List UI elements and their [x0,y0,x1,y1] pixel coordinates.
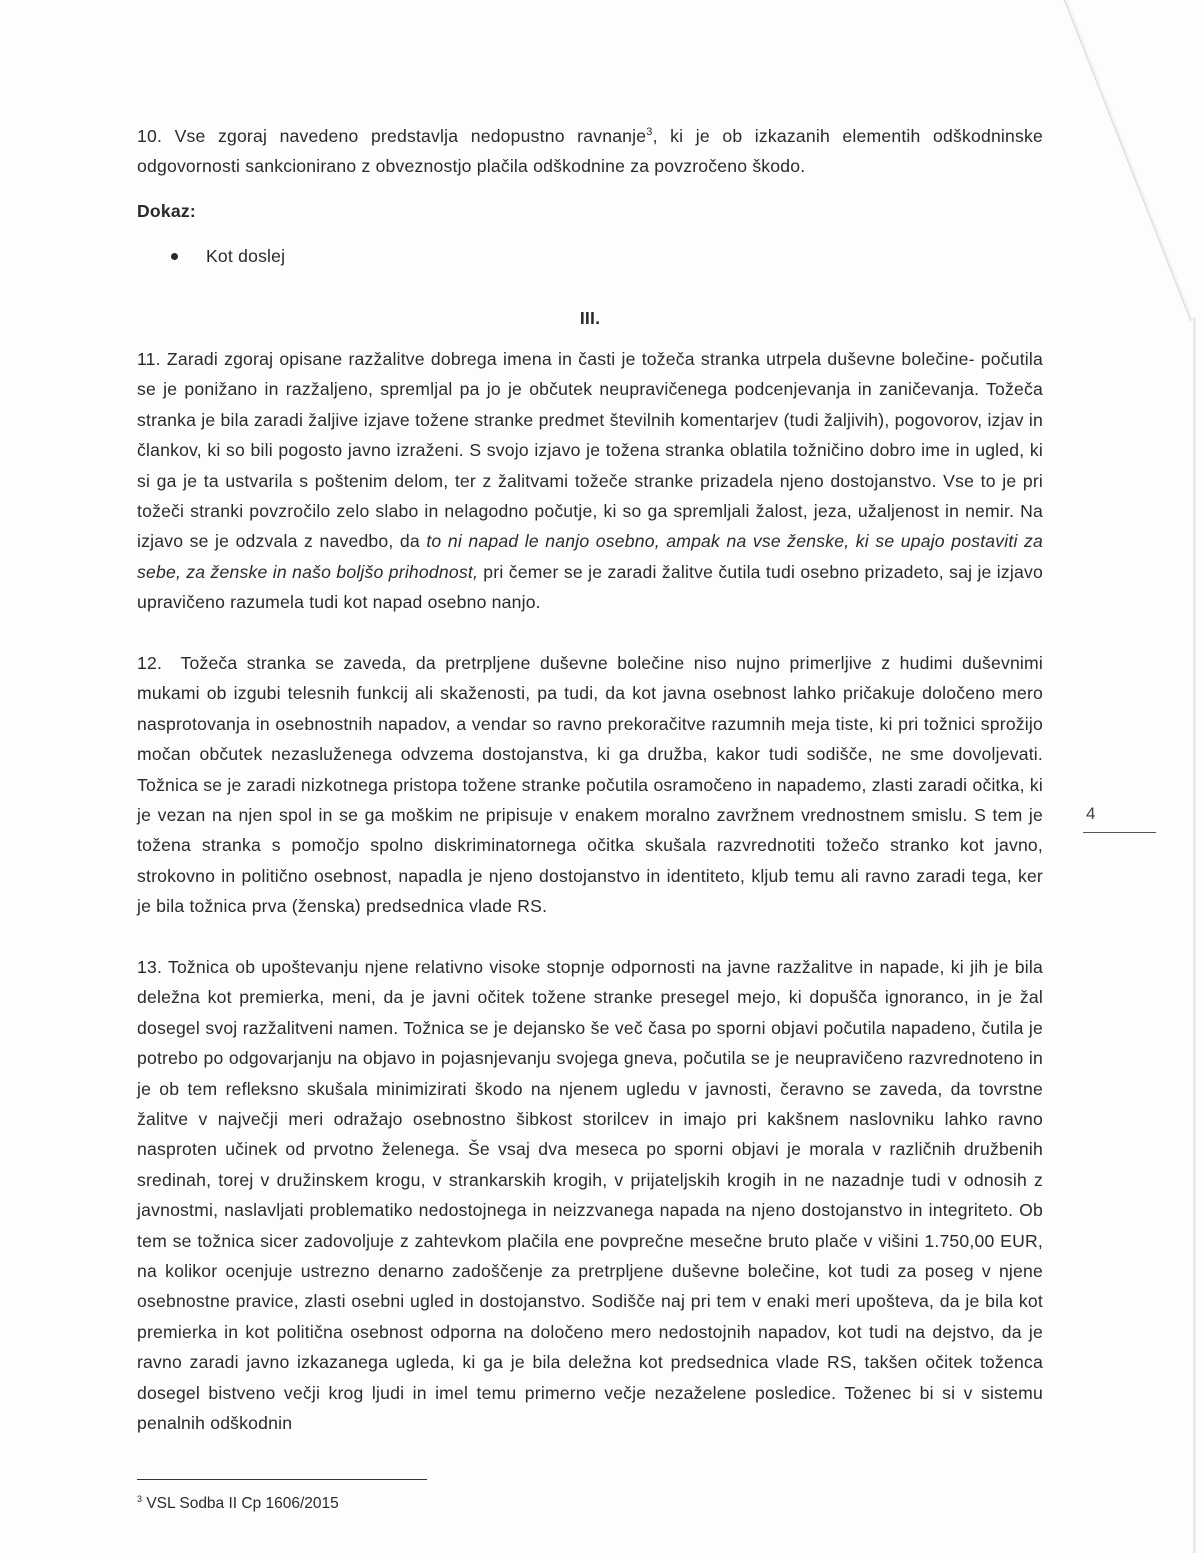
paragraph-number: 13. [137,957,163,977]
evidence-list-item [171,241,285,271]
bullet-icon [171,253,178,260]
footnote-reference[interactable]: 3 [646,126,653,139]
footnote-marker: 3 [137,1494,143,1504]
paragraph-11 [137,344,1043,618]
paragraph-text: Tožnica ob upoštevanju njene relativno visoke stopnje odpornosti na javne razžalitve in napade, ki jih je bila deležna kot premierka, meni, da je javni očitek tožene stranke presegel mejo, ki dopušča ignoranco, in je žal dosegel svoj razžalitveni namen. Tožnica se je dejansko še več časa po sporni objavi počutila napadeno, čutila je potrebo po odgovarjanju na objavo in pojasnjevanju svojega gneva, počutila se je neupravičeno razvrednoteno in je ob tem refleksno skušala minimizirati škodo na njenem ugledu v javnosti, čeravno se zaveda, da tovrstne žalitve v največji meri odražajo osebnostno šibkost storilcev in imajo pri kakšnem naslovniku lahko ravno nasproten učinek od prvotno želenega. Še vsaj dva meseca po sporni objavi je morala v različnih družbenih sredinah, torej v družinskem krogu, v strankarskih krogih, v prijateljskih krogih in ne nazadnje tudi v odnosih z javnostmi, naslavljati problematiko nedostojnega in neizzvanega napada na njeno dostojanstvo in integriteto. Ob tem se tožnica sicer zadovoljuje z zahtevkom plačila ene povprečne mesečne bruto plače v višini 1.750,00 EUR, na kolikor ocenjuje ustrezno denarno zadoščenje za pretrpljene duševne bolečine, kot tudi za poseg v njene osebnostne pravice, zlasti osebni ugled in dostojanstvo. Sodišče naj pri tem v enaki meri upošteva, da je bila kot premierka in kot politična osebnost odporna na določeno mero nedostojnih napadov, kot tudi na dejstvo, da je ravno zaradi javno izkazanega ugleda, ki ga je bila deležna kot predsednica vlade RS, takšen očitek toženca dosegel bistveno večji krog ljudi in imel temu primerno večje nezaželene posledice. Toženec bi si v sistemu penalnih odškodnin [137,957,1043,1434]
paragraph-text: , ki je ob izkazanih elementih odškodninske odgovornosti sankcionirano z obveznostjo plačila odškodnine za povzročeno škodo. [137,126,1044,177]
footnote-separator [137,1479,427,1480]
quoted-statement: to ni napad le nanjo osebno, ampak na vse ženske, ki se upajo postaviti za sebe, za ženske in našo boljšo prihodnost, [137,531,1043,582]
paragraph-text: Tožeča stranka se zaveda, da pretrpljene duševne bolečine niso nujno primerljive z hudimi duševnimi mukami ob izgubi telesnih funkcij ali skaženosti, pa tudi, da kot javna osebnost lahko pričakuje določeno mero nasprotovanja in osebnostnih napadov, a vendar so ravno prekoračitve razumnih meja tiste, ki pri tožnici sprožijo močan občutek nezasluženega odvzema dostojanstva, ki ga družba, kakor tudi sodišče, ne sme dovoljevati. Tožnica se je zaradi nizkotnega pristopa tožene stranke počutila osramočeno in napademo, zlasti zaradi očitka, ki je vezan na njen spol in se ga moškim ne pripisuje v enakem moralno zavržnem vrednostnem smislu. S tem je tožena stranka s pomočjo spolno diskriminatornega očitka skušala razvrednotiti tožečo stranko kot javno, strokovno in politično osebnost, napadla je njeno dostojanstvo in identiteto, kljub temu ali ravno zaradi tega, ker je bila tožnica prva (ženska) predsednica vlade RS. [137,653,1044,917]
footnote [137,1494,339,1513]
paragraph-number: 11. [137,349,161,369]
evidence-item-text: Kot doslej [206,246,286,266]
paragraph-text: Zaradi zgoraj opisane razžalitve dobrega imena in časti je tožeča stranka utrpela duševne bolečine- počutila se je ponižano in razžaljeno, spremljal pa jo je občutek neupravičenega podcenjevanja in zaničevanja. Tožeča stranka je bila zaradi žaljive izjave tožene stranke predmet številnih komentarjev (tudi žaljivih), pogovorov, izjav in člankov, ki so bili pogosto javno izraženi. S svojo izjavo je tožena stranka oblatila tožničino dobro ime in ugled, ki si ga je ta ustvarila s poštenim delom, ter z žalitvami tožeče stranke prizadela njeno dostojanstvo. Vse to je pri tožeči stranki povzročilo zelo slabo in nelagodno počutje, ki so ga spremljali žalost, jeza, užaljenost in nemir. Na izjavo se je odzvala z navedbo, da [137,349,1043,552]
page-number-underline [1083,832,1156,833]
paragraph-13 [137,952,1043,1439]
paragraph-number: 12. [137,653,163,673]
paragraph-10 [137,121,1043,182]
footnote-text: VSL Sodba II Cp 1606/2015 [146,1495,339,1513]
scan-edge-vertical [1193,318,1196,1553]
section-heading: III. [579,308,601,328]
scan-edge-diagonal [1064,0,1191,321]
paragraph-text: Vse zgoraj navedeno predstavlja nedopustno ravnanje [174,126,647,146]
paragraph-text: pri čemer se je zaradi žalitve čutila tudi osebno prizadeto, saj je izjavo upravičeno razumela tudi kot napad osebno nanjo. [137,561,1043,613]
evidence-label: Dokaz: [137,201,196,221]
page-number: 4 [1086,804,1096,823]
paragraph-12 [137,648,1043,922]
paragraph-number: 10. [137,126,163,146]
